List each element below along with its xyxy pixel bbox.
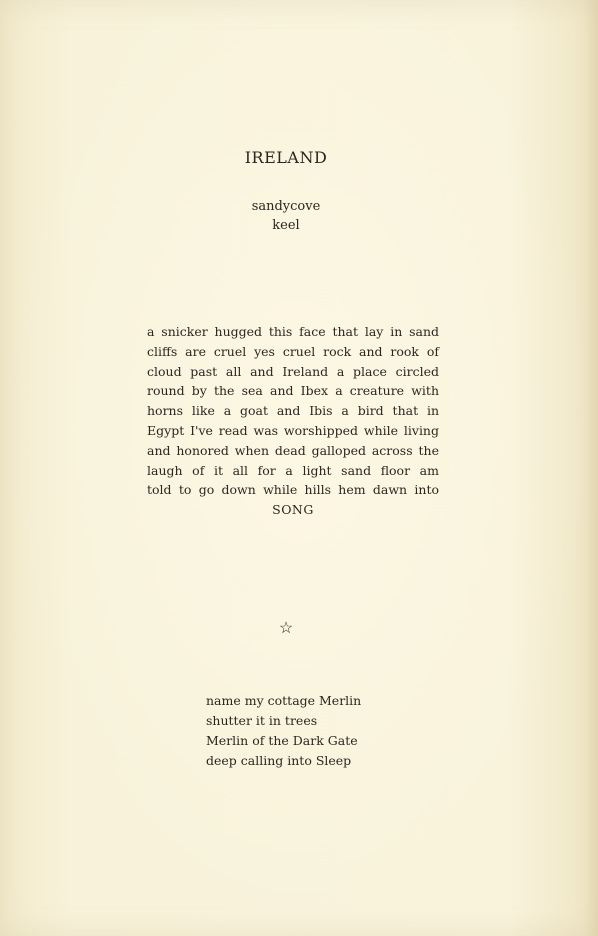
location-line: sandycove <box>251 199 321 214</box>
poem-line: horns like a goat and Ibis a bird that in <box>147 403 439 419</box>
stanza-two <box>206 691 406 771</box>
poem-line: a snicker hugged this face that lay in sand <box>147 324 439 339</box>
poem-line: Merlin of the Dark Gate <box>206 733 358 748</box>
poem-line: cloud past all and Ireland a place circled <box>147 363 439 379</box>
poem-line: laugh of it all for a light sand floor am <box>147 462 439 478</box>
poem-line: round by the sea and Ibex a creature with <box>147 383 439 399</box>
poem-line: name my cottage Merlin <box>206 693 362 708</box>
poem-locations <box>0 197 572 235</box>
star-icon: ☆ <box>278 618 294 637</box>
poem-line: Egypt I've read was worshipped while living <box>147 422 439 438</box>
location-line: keel <box>272 218 300 233</box>
poem-line: cliffs are cruel yes cruel rock and rook of <box>147 343 439 359</box>
poem-line: told to go down while hills hem dawn into <box>147 482 439 498</box>
poem-song-word: SONG <box>272 502 314 518</box>
poem-title: IRELAND <box>244 148 328 167</box>
poem-line: shutter it in trees <box>206 713 318 728</box>
poem-line: and honored when dead galloped across the <box>147 442 439 458</box>
stanza-one <box>147 322 439 520</box>
poem-line: deep calling into Sleep <box>206 753 352 768</box>
page-edge-shadow <box>584 0 598 936</box>
